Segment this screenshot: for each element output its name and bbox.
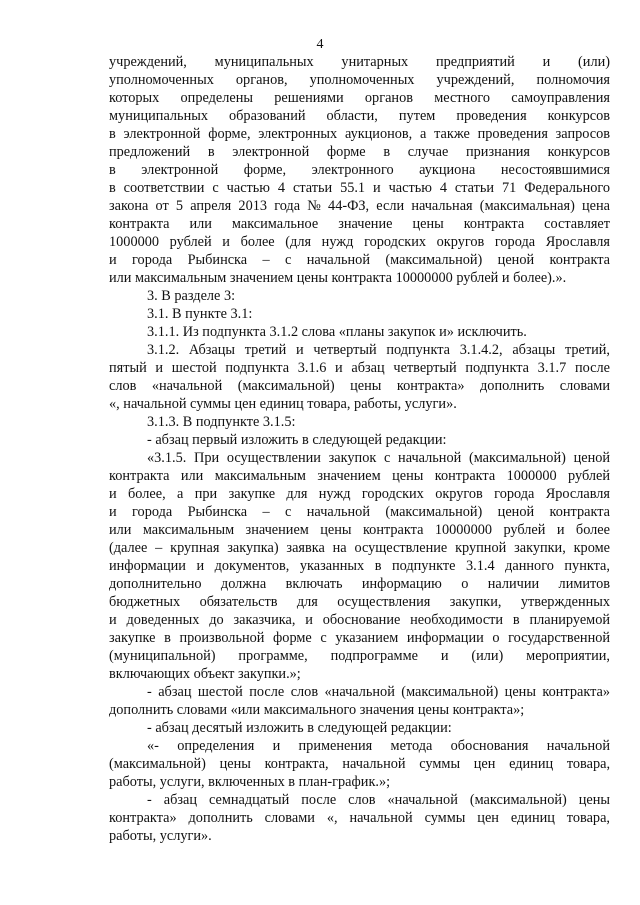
text-line: (далее – крупная закупка) заявка на осуществление крупной закупки, кроме <box>109 540 610 556</box>
text-line: «- определения и применения метода обоснования начальной <box>147 738 610 754</box>
text-line: (максимальной) цены контракта, начальной суммы цен единиц товара, <box>109 756 611 772</box>
text-line: и города Рыбинска – с начальной (максимальной) ценой контракта <box>109 504 610 520</box>
text-line: предложений в электронной форме в случае признания конкурсов <box>109 144 610 160</box>
text-line: в электронной форме, электронных аукционов, а также проведения запросов <box>109 126 611 142</box>
text-line: 1000000 рублей и более (для нужд городских округов города Ярославля <box>109 234 610 250</box>
text-line: и более, а при закупке для нужд городских округов города Ярославля <box>109 486 611 502</box>
text-line: закупке в произвольной форме с указанием информации о государственной <box>109 630 611 646</box>
text-line: - абзац первый изложить в следующей редакции: <box>147 432 447 448</box>
text-line: - абзац десятый изложить в следующей редакции: <box>147 720 452 736</box>
text-line: (муниципальной) программе, подпрограмме и (или) мероприятии, <box>109 648 610 664</box>
text-line: контракта» дополнить словами «, начальной суммы цен единиц товара, <box>109 810 610 826</box>
text-line: в электронной форме, электронного аукциона несостоявшимися <box>109 162 610 178</box>
text-line: муниципальных образований области, путем проведения конкурсов <box>109 108 610 124</box>
text-line: в соответствии с частью 4 статьи 55.1 и частью 4 статьи 71 Федерального <box>109 180 611 196</box>
text-line: 3.1. В пункте 3.1: <box>147 306 253 322</box>
text-line: или максимальным значением цены контракта 10000000 рублей и более).». <box>109 270 567 286</box>
text-line: контракта или максимальное значение цены контракта составляет <box>109 216 611 232</box>
text-line: или максимальным значением цены контракта 10000000 рублей и более <box>109 522 610 538</box>
text-line: 3.1.3. В подпункте 3.1.5: <box>147 414 296 430</box>
text-line: - абзац семнадцатый после слов «начальной (максимальной) цены <box>147 792 610 808</box>
text-line: слов «начальной (максимальной) цены контракта» дополнить словами <box>109 378 611 394</box>
text-line: дополнительно должна включать информацию о наличии лимитов <box>109 576 611 592</box>
text-line: пятый и шестой подпункта 3.1.6 и абзац четвертый подпункта 3.1.7 после <box>109 360 610 376</box>
text-line: работы, услуги». <box>109 828 212 844</box>
text-line: информации и документов, указанных в подпункте 3.1.4 данного пункта, <box>109 558 610 574</box>
text-line: работы, услуги, включенных в план-график.»; <box>109 774 391 790</box>
text-line: «3.1.5. При осуществлении закупок с начальной (максимальной) ценой <box>147 450 611 466</box>
text-line: контракта или максимальным значением цены контракта 1000000 рублей <box>109 468 611 484</box>
text-line: бюджетных обязательств для осуществления закупки, утвержденных <box>109 594 611 610</box>
text-line: уполномоченных органов, уполномоченных учреждений, полномочия <box>109 72 610 88</box>
text-line: 3.1.1. Из подпункта 3.1.2 слова «планы закупок и» исключить. <box>147 324 527 340</box>
text-line: включающих объект закупки.»; <box>109 666 301 682</box>
text-line: которых определены решениями органов местного самоуправления <box>109 90 610 106</box>
text-line: - абзац шестой после слов «начальной (максимальной) цены контракта» <box>147 684 610 700</box>
text-line: закона от 5 апреля 2013 года № 44-ФЗ, если начальная (максимальная) цена <box>109 198 611 214</box>
text-line: и города Рыбинска – с начальной (максимальной) ценой контракта <box>109 252 610 268</box>
text-line: и доведенных до заказчика, и обоснование необходимости в планируемой <box>109 612 611 628</box>
text-line: 3.1.2. Абзацы третий и четвертый подпункта 3.1.4.2, абзацы третий, <box>147 342 610 358</box>
text-line: дополнить словами «или максимального значения цены контракта»; <box>109 702 525 718</box>
text-line: 3. В разделе 3: <box>147 288 236 304</box>
text-line: «, начальной суммы цен единиц товара, работы, услуги». <box>109 396 457 412</box>
page-number: 4 <box>316 37 324 52</box>
text-line: учреждений, муниципальных унитарных предприятий и (или) <box>109 54 611 70</box>
